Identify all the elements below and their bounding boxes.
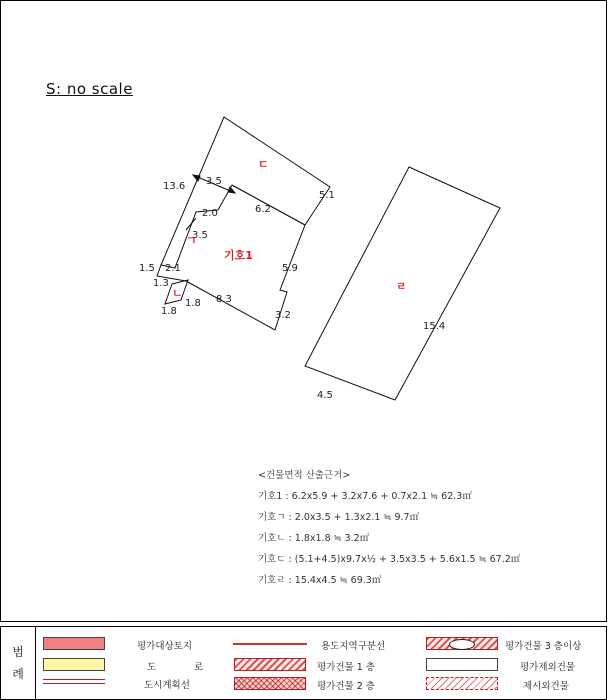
- dim-3-5-in: 3.5: [192, 230, 208, 241]
- dim-1-5: 1.5: [139, 263, 155, 274]
- label-da: ㄷ: [258, 158, 269, 171]
- legend-floor1: 평가건물 1 층: [317, 662, 375, 673]
- dim-8-3: 8.3: [216, 294, 232, 305]
- legend-title: [1, 627, 36, 699]
- dim-3-2: 3.2: [275, 310, 291, 321]
- dim-13-6: 13.6: [163, 181, 186, 192]
- label-ra: ㄹ: [396, 280, 407, 293]
- legend-non-shown: 제시외건물: [523, 681, 569, 692]
- legend-road-a: 도: [147, 662, 157, 673]
- dim-1-8-b: 1.8: [161, 306, 177, 317]
- swatch-zoning-line: [233, 643, 307, 645]
- swatch-non-shown: [426, 677, 498, 690]
- swatch-floor3: [426, 637, 498, 650]
- legend-title-top: 범: [12, 645, 24, 659]
- dim-5-9: 5.9: [282, 263, 298, 274]
- swatch-excluded: [426, 658, 498, 671]
- label-ga: ㄱ: [186, 234, 197, 247]
- dimension-arrow: [186, 218, 196, 230]
- arrowhead: [228, 187, 235, 193]
- dim-6-2: 6.2: [255, 204, 271, 215]
- calc-line: 기호ㄱ : 2.0x3.5 + 1.3x2.1 ≒ 9.7㎡: [258, 512, 420, 523]
- swatch-target-land: [43, 637, 105, 650]
- area-calculation: [258, 465, 520, 591]
- swatch-floor3-oval: [449, 639, 475, 650]
- dim-4-5: 4.5: [317, 390, 333, 401]
- calc-line: 기호1 : 6.2x5.9 + 3.2x7.6 + 0.7x2.1 ≒ 62.3㎡: [258, 491, 472, 502]
- legend-title-bottom: 례: [12, 667, 24, 681]
- legend-zoning-line: 용도지역구분선: [321, 641, 386, 652]
- label-main: 기호1: [224, 249, 253, 262]
- dim-2-0: 2.0: [202, 208, 218, 219]
- dim-1-3: 1.3: [153, 278, 169, 289]
- dim-3-5-top: 3.5: [206, 176, 222, 187]
- legend-road-b: 로: [194, 662, 204, 673]
- legend-city-plan-line: 도시계획선: [144, 680, 190, 691]
- dim-1-8-a: 1.8: [185, 298, 201, 309]
- legend-floor3: 평가건물 3 층이상: [505, 641, 582, 652]
- swatch-road: [43, 658, 105, 671]
- swatch-city-plan-line: [43, 679, 105, 684]
- dim-5-1: 5.1: [319, 190, 335, 201]
- calc-line: 기호ㄷ : (5.1+4.5)x9.7x½ + 3.5x3.5 + 5.6x1.5 ≒ 67.2㎡: [258, 554, 521, 565]
- swatch-floor1: [234, 658, 306, 671]
- calc-line: 기호ㄴ : 1.8x1.8 ≒ 3.2㎡: [258, 533, 370, 544]
- dim-15-4: 15.4: [423, 321, 446, 332]
- dim-2-1: 2.1: [165, 263, 181, 274]
- calc-heading: <건물면적 산출근거>: [258, 470, 351, 481]
- arrowhead: [193, 175, 200, 181]
- label-na: ㄴ: [172, 287, 183, 300]
- scale-note: S: no scale: [46, 80, 133, 98]
- legend-floor2: 평가건물 2 층: [317, 681, 375, 692]
- legend-excluded: 평가제외건물: [520, 662, 576, 673]
- calc-line: 기호ㄹ : 15.4x4.5 ≒ 69.3㎡: [258, 575, 382, 586]
- legend-target-land: 평가대상토지: [137, 641, 193, 652]
- swatch-floor2: [234, 677, 306, 690]
- legend: [0, 626, 607, 700]
